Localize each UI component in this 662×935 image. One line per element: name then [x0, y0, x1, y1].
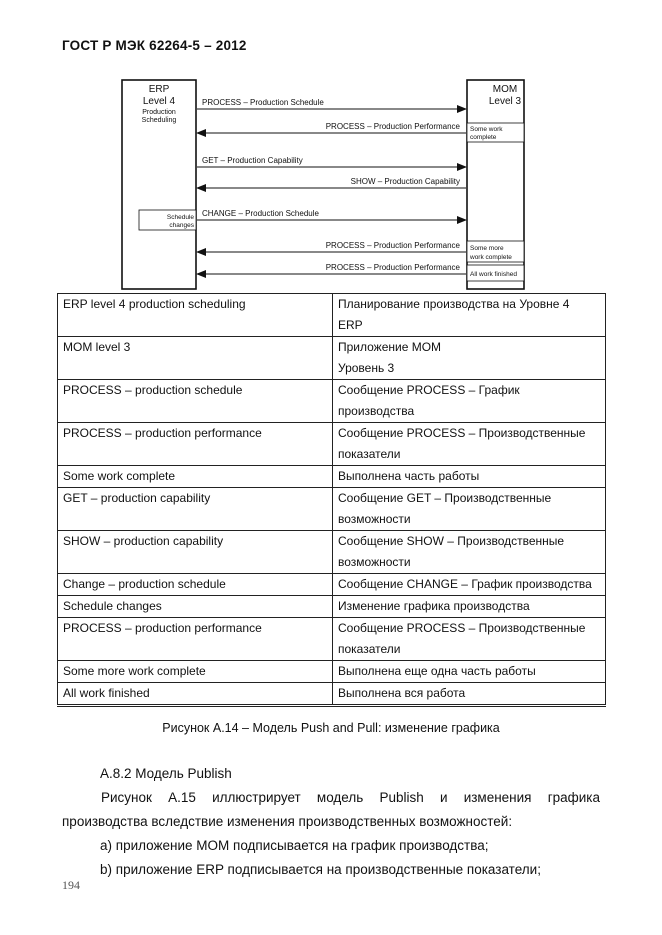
msg-get-capability: GET – Production Capability — [202, 156, 303, 165]
ru-line: Сообщение CHANGE – График производства — [338, 577, 592, 591]
mom-label: MOM — [492, 84, 518, 95]
table-row — [58, 574, 606, 596]
ru-line: ERP — [338, 318, 363, 332]
body-paragraph: Рисунок А.15 иллюстрирует модель Publish и изменения графика производства вследствие изменения производственных возможностей: — [62, 790, 600, 829]
ru-line: Сообщение GET – Производственные — [338, 491, 552, 505]
table-row — [58, 531, 606, 574]
erp-production-label: Production — [142, 109, 176, 116]
table-row — [58, 488, 606, 531]
ru-line: возможности — [338, 512, 411, 526]
note-some-work-line1: Some work — [470, 126, 503, 133]
table-bottom-rule — [57, 706, 606, 707]
msg-process-performance-2: PROCESS – Production Performance — [325, 241, 460, 250]
en-cell: MOM level 3 — [58, 337, 333, 380]
glossary-body — [58, 294, 606, 705]
section-heading: А.8.2 Модель Publish — [100, 766, 232, 781]
note-some-work-line2: complete — [470, 134, 497, 141]
msg-process-performance-3: PROCESS – Production Performance — [325, 263, 460, 272]
ru-line: Изменение графика производства — [338, 599, 530, 613]
note-schedule-changes-line1: Schedule — [166, 214, 194, 221]
ru-line: Планирование производства на Уровне 4 — [338, 297, 570, 311]
note-some-more-line2: work complete — [470, 254, 512, 261]
sequence-diagram — [0, 0, 662, 300]
ru-line: Сообщение SHOW – Производственные — [338, 534, 565, 548]
list-item-a: a) приложение MOM подписывается на график производства; — [100, 838, 489, 853]
ru-cell — [333, 618, 606, 661]
ru-line: показатели — [338, 642, 401, 656]
ru-cell — [333, 423, 606, 466]
en-cell: Change – production schedule — [58, 574, 333, 596]
ru-line: Уровень 3 — [338, 361, 395, 375]
ru-line: Сообщение PROCESS – График — [338, 383, 520, 397]
ru-line: производства — [338, 404, 415, 418]
table-row — [58, 423, 606, 466]
note-all-work-finished-line: All work finished — [470, 271, 517, 278]
list-item-b: b) приложение ERP подписывается на производственные показатели; — [100, 862, 541, 877]
msg-show-capability: SHOW – Production Capability — [350, 177, 460, 186]
msg-change-schedule: CHANGE – Production Schedule — [202, 209, 319, 218]
en-cell: All work finished — [58, 683, 333, 705]
ru-cell — [333, 596, 606, 618]
ru-cell — [333, 574, 606, 596]
ru-line: Приложение MOM — [338, 340, 442, 354]
ru-line: Сообщение PROCESS – Производственные — [338, 621, 586, 635]
erp-level-label: Level 4 — [142, 96, 176, 107]
en-cell: Some more work complete — [58, 661, 333, 683]
ru-line: возможности — [338, 555, 411, 569]
ru-cell — [333, 531, 606, 574]
en-cell: ERP level 4 production scheduling — [58, 294, 333, 337]
msg-process-schedule: PROCESS – Production Schedule — [202, 98, 324, 107]
note-schedule-changes-line2: changes — [169, 222, 194, 229]
table-row — [58, 596, 606, 618]
table-row — [58, 661, 606, 683]
table-row — [58, 294, 606, 337]
erp-label: ERP — [148, 84, 170, 95]
table-row — [58, 337, 606, 380]
en-cell: PROCESS – production performance — [58, 423, 333, 466]
figure-caption: Рисунок А.14 – Модель Push and Pull: изменение графика — [162, 721, 500, 735]
ru-line: Выполнена часть работы — [338, 469, 480, 483]
ru-cell — [333, 488, 606, 531]
mom-level-label: Level 3 — [488, 96, 522, 107]
en-cell: PROCESS – production performance — [58, 618, 333, 661]
ru-cell — [333, 337, 606, 380]
en-cell: GET – production capability — [58, 488, 333, 531]
page-number: 194 — [62, 878, 80, 892]
msg-process-performance-1: PROCESS – Production Performance — [325, 122, 460, 131]
ru-cell — [333, 380, 606, 423]
ru-line: Выполнена еще одна часть работы — [338, 664, 536, 678]
ru-cell — [333, 466, 606, 488]
note-some-more-line1: Some more — [470, 245, 504, 252]
document-header: ГОСТ Р МЭК 62264-5 – 2012 — [62, 38, 247, 53]
en-cell: Schedule changes — [58, 596, 333, 618]
ru-line: показатели — [338, 447, 401, 461]
table-row — [58, 466, 606, 488]
table-row — [58, 683, 606, 705]
en-cell: PROCESS – production schedule — [58, 380, 333, 423]
table-row — [58, 380, 606, 423]
ru-cell — [333, 683, 606, 705]
en-cell: SHOW – production capability — [58, 531, 333, 574]
ru-line: Выполнена вся работа — [338, 686, 466, 700]
table-row — [58, 618, 606, 661]
ru-cell — [333, 661, 606, 683]
glossary-table — [57, 293, 606, 705]
ru-cell — [333, 294, 606, 337]
erp-scheduling-label: Scheduling — [141, 117, 177, 124]
en-cell: Some work complete — [58, 466, 333, 488]
ru-line: Сообщение PROCESS – Производственные — [338, 426, 586, 440]
